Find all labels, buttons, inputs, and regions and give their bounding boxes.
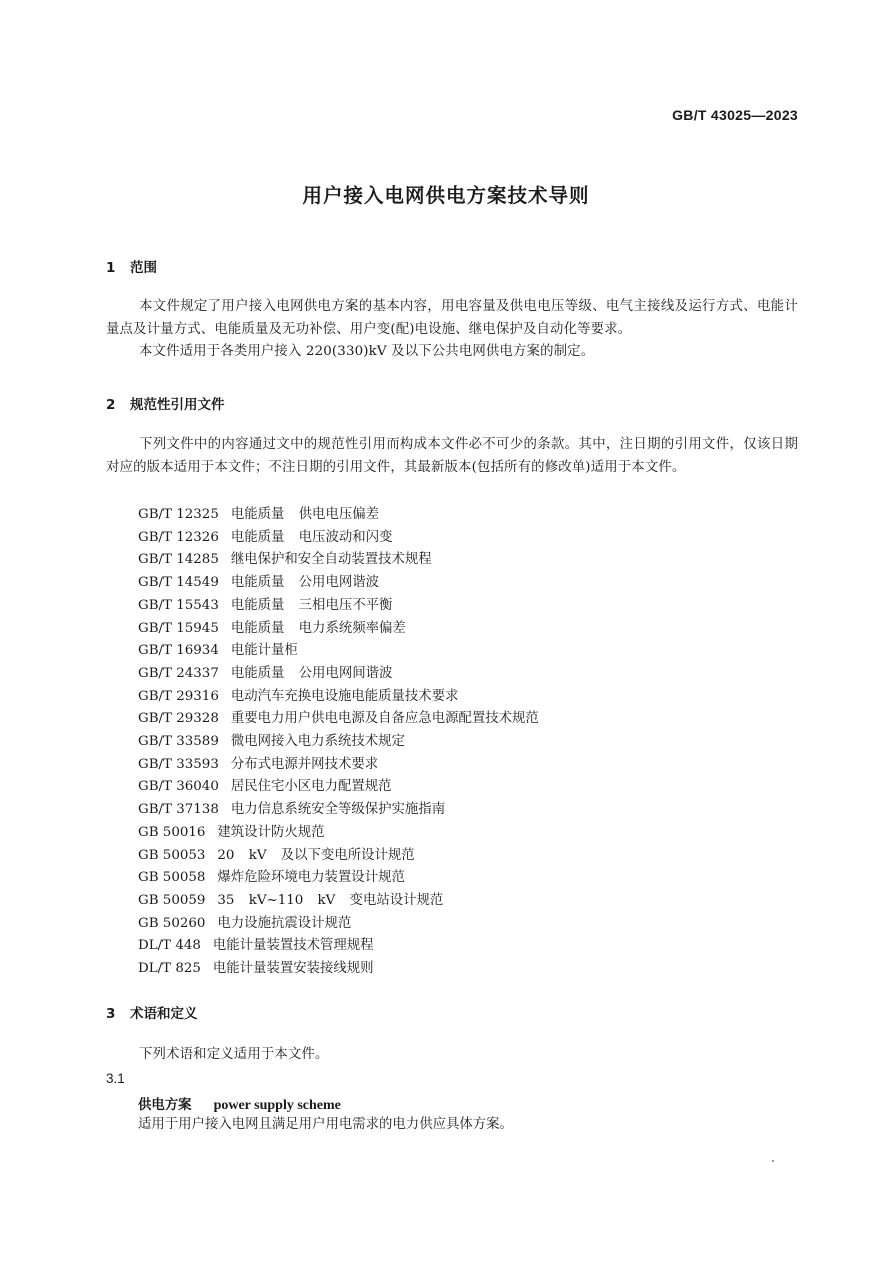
reference-title: 电能质量 电压波动和闪变 — [230, 529, 393, 545]
reference-code: GB/T 15543 — [138, 597, 219, 613]
reference-item — [138, 640, 798, 663]
reference-item — [138, 754, 798, 777]
reference-list — [138, 504, 798, 981]
reference-item — [138, 527, 798, 550]
reference-item — [138, 572, 798, 595]
reference-code: GB 50053 — [138, 847, 206, 863]
term-english: power supply scheme — [213, 1098, 341, 1113]
reference-code: GB/T 16934 — [138, 643, 219, 659]
reference-title: 电能质量 供电电压偏差 — [230, 507, 380, 522]
reference-code: GB/T 24337 — [138, 665, 219, 681]
standard-number: GB/T 43025—2023 — [672, 107, 798, 123]
reference-title: 电能质量 三相电压不平衡 — [230, 597, 393, 613]
reference-item — [138, 822, 798, 845]
reference-title: 建筑设计防火规范 — [217, 824, 325, 840]
reference-code: GB/T 14285 — [138, 552, 219, 568]
reference-title: 电能质量 公用电网间谐波 — [230, 665, 393, 681]
reference-title: 电力信息系统安全等级保护实施指南 — [230, 802, 446, 818]
reference-code: GB 50058 — [138, 870, 206, 886]
reference-item — [138, 776, 798, 799]
reference-item — [138, 845, 798, 868]
document-title: 用户接入电网供电方案技术导则 — [302, 184, 590, 207]
reference-title: 继电保护和安全自动装置技术规程 — [230, 552, 432, 568]
reference-title: 爆炸危险环境电力装置设计规范 — [217, 870, 405, 886]
section-number: 1 — [106, 260, 116, 276]
term-definition: 适用于用户接入电网且满足用户用电需求的电力供应具体方案。 — [138, 1117, 513, 1132]
reference-title: 电能计量柜 — [230, 643, 298, 659]
reference-code: GB 50059 — [138, 892, 206, 908]
reference-code: GB/T 29316 — [138, 688, 219, 704]
reference-title: 电能计量装置安装接线规则 — [212, 961, 374, 977]
scan-speck — [772, 1160, 774, 1162]
reference-item — [138, 708, 798, 731]
section-title: 术语和定义 — [130, 1006, 198, 1022]
scope-paragraph-2: 本文件适用于各类用户接入 220(330)kV 及以下公共电网供电方案的制定。 — [139, 344, 595, 359]
reference-item — [138, 799, 798, 822]
reference-title: 20 kV 及以下变电所设计规范 — [217, 847, 415, 863]
reference-item — [138, 867, 798, 890]
reference-item — [138, 618, 798, 641]
term-heading — [138, 1094, 341, 1114]
reference-code: GB/T 37138 — [138, 802, 219, 818]
reference-code: GB/T 33593 — [138, 756, 219, 772]
reference-item — [138, 935, 798, 958]
reference-item — [138, 686, 798, 709]
reference-title: 分布式电源并网技术要求 — [230, 756, 379, 772]
section-heading-terms — [106, 1002, 198, 1022]
terms-intro: 下列术语和定义适用于本文件。 — [139, 1047, 329, 1062]
reference-item — [138, 504, 798, 527]
reference-item — [138, 663, 798, 686]
reference-code: GB/T 14549 — [138, 575, 219, 591]
section-title: 规范性引用文件 — [130, 397, 225, 413]
reference-title: 电力设施抗震设计规范 — [217, 915, 352, 931]
reference-item — [138, 549, 798, 572]
reference-title: 35 kV~110 kV 变电站设计规范 — [217, 892, 444, 908]
section-number: 2 — [106, 397, 116, 413]
reference-item — [138, 913, 798, 936]
reference-code: DL/T 825 — [138, 961, 201, 977]
scope-paragraph-1: 本文件规定了用户接入电网供电方案的基本内容，用电容量及供电电压等级、电气主接线及运行方式、电能计量点及计量方式、电能质量及无功补偿、用户变(配)电设施、继电保护及自动化等要求。 — [106, 299, 798, 337]
reference-item — [138, 595, 798, 618]
reference-code: DL/T 448 — [138, 938, 201, 954]
term-number: 3.1 — [106, 1071, 125, 1086]
reference-item — [138, 731, 798, 754]
reference-code: GB/T 12325 — [138, 507, 219, 522]
reference-code: GB/T 15945 — [138, 620, 219, 636]
section-number: 3 — [106, 1006, 116, 1022]
references-intro: 下列文件中的内容通过文中的规范性引用而构成本文件必不可少的条款。其中，注日期的引用文件，仅该日期对应的版本适用于本文件；不注日期的引用文件，其最新版本(包括所有的修改单)适用于本文件。 — [106, 437, 798, 475]
reference-title: 电能质量 公用电网谐波 — [230, 575, 380, 591]
reference-title: 电能计量装置技术管理规程 — [212, 938, 374, 954]
section-title: 范围 — [130, 260, 157, 276]
reference-code: GB/T 12326 — [138, 529, 219, 545]
reference-code: GB/T 33589 — [138, 734, 219, 750]
reference-item — [138, 890, 798, 913]
reference-title: 电动汽车充换电设施电能质量技术要求 — [230, 688, 459, 704]
reference-title: 微电网接入电力系统技术规定 — [230, 734, 405, 750]
reference-code: GB 50016 — [138, 824, 206, 840]
reference-title: 重要电力用户供电电源及自备应急电源配置技术规范 — [230, 711, 539, 727]
reference-item — [138, 958, 798, 981]
reference-code: GB/T 36040 — [138, 779, 219, 795]
section-heading-normative-references — [106, 393, 225, 413]
reference-title: 居民住宅小区电力配置规范 — [230, 779, 392, 795]
reference-code: GB/T 29328 — [138, 711, 219, 727]
reference-code: GB 50260 — [138, 915, 206, 931]
term-chinese: 供电方案 — [138, 1098, 192, 1113]
section-heading-scope — [106, 256, 157, 276]
reference-title: 电能质量 电力系统频率偏差 — [230, 620, 406, 636]
